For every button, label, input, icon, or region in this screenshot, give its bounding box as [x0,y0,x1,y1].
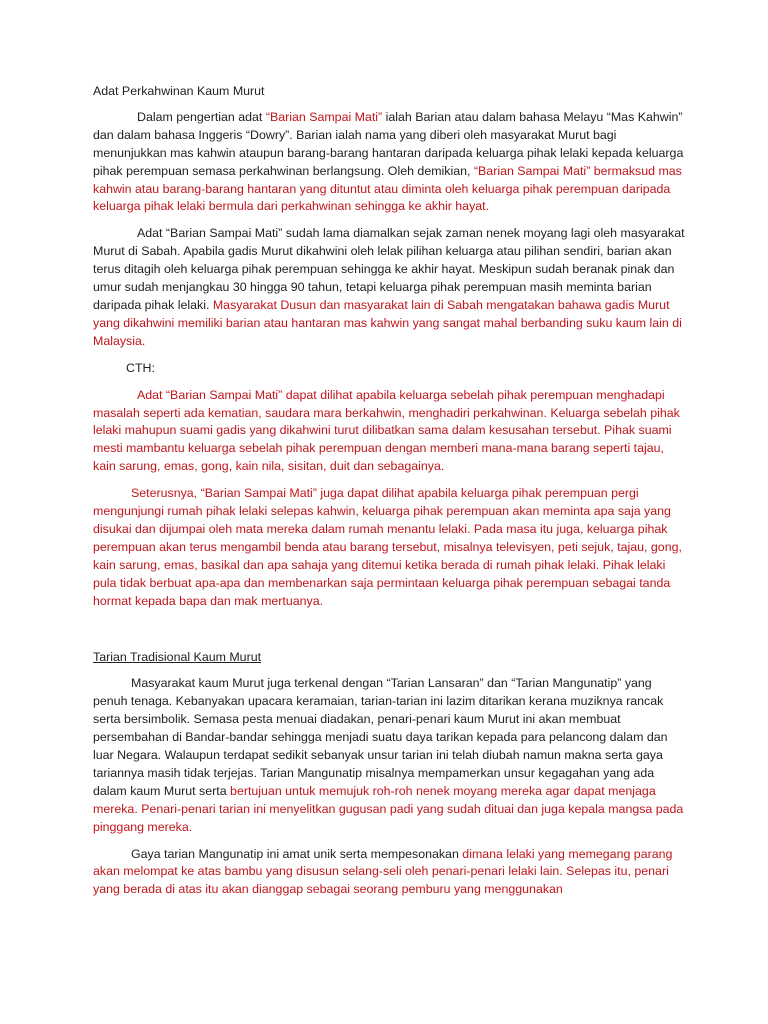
paragraph-4 [93,485,688,610]
paragraph-6 [93,846,688,900]
paragraph-5 [93,675,688,836]
text-run: Masyarakat kaum Murut juga terkenal dengan “Tarian Lansaran” dan “Tarian Mangunatip” yang penuh tenaga. Kebanyakan upacara keramaian, tarian-tarian ini lazim ditarikan kerana muziknya rancak serta bersimbolik. Semasa pesta menuai diadakan, penari-penari kaum Murut ini akan membuat persembahan di Bandar-bandar sehingga menjadi suatu daya tarikan kepada para pelancong dalam dan luar Negara. Walaupun terdapat sedikit sebanyak unsur tarian ini telah diubah namun makna serta gaya tariannya masih tidak terjejas. Tarian Mangunatip misalnya mempamerkan unsur kegagahan yang ada dalam kaum Murut serta [93,676,668,798]
document-title: Adat Perkahwinan Kaum Murut [93,84,265,98]
paragraph-2 [93,225,688,350]
text-run: Gaya tarian Mangunatip ini amat unik serta mempesonakan [131,846,463,861]
text-run: Adat “Barian Sampai Mati” sudah lama diamalkan sejak zaman nenek moyang lagi oleh masyarakat Murut di Sabah. Apabila gadis Murut dikahwini oleh lelak pilihan keluarga atau pilihan sendiri, barian akan terus ditagih oleh keluarga pihak perempuan sehingga ke akhir hayat. Meskipun sudah beranak pinak dan umur sudah menjangkau 30 hingga 90 tahun, tetapi keluarga pihak perempuan masih meminta barian daripada pihak lelaki. [93,226,685,312]
highlighted-text-run: Seterusnya, “Barian Sampai Mati” juga dapat dilihat apabila keluarga pihak perempuan pergi mengunjungi rumah pihak lelaki selepas kahwin, keluarga pihak perempuan akan meminta apa saja yang disukai dan dijumpai oleh mata mereka dalam rumah menantu lelaki. Pada masa itu juga, keluarga pihak perempuan akan terus mengambil benda atau barang tersebut, misalnya televisyen, peti sejuk, tajau, gong, kain sarung, emas, basikal dan apa sahaja yang ditemui ketika berada di rumah pihak lelaki. Pihak lelaki pula tidak berbuat apa-apa dan membenarkan saja permintaan keluarga pihak perempuan sebagai tanda hormat kepada bapa dan mak mertuanya. [93,486,682,608]
text-run: ialah Barian atau dalam bahasa Melayu “Mas Kahwin” dan dalam bahasa Inggeris “Dowry”. Barian ialah nama yang diberi oleh masyarakat Murut bagi menunjukkan mas kahwin ataupun barang-barang hantaran daripada keluarga pihak lelaki kepada keluarga pihak perempuan semasa perkahwinan berlangsung. Oleh demikian, [93,109,684,178]
highlighted-text-run: Adat “Barian Sampai Mati” dapat dilihat apabila keluarga sebelah pihak perempuan menghadapi masalah seperti ada kematian, saudara mara berkahwin, menghadiri perkahwinan. Keluarga sebelah pihak lelaki mahupun suami gadis yang dikahwini turut dilibatkan sama dalam kesusahan tersebut. Pihak suami mesti mambantu keluarga sebelah pihak perempuan dengan memberi mana-mana barang seperti tajau, kain sarung, emas, gong, kain nila, sisitan, duit dan sebagainya. [93,387,680,474]
paragraph-3 [93,387,688,477]
highlighted-text-run: “Barian Sampai Mati” [265,109,383,124]
cth-label: CTH: [126,360,155,375]
section-gap [93,619,688,649]
highlighted-text-run: bertujuan untuk memujuk roh-roh nenek moyang mereka agar dapat menjaga mereka. Penari-penari tarian ini menyelitkan gugusan padi yang sudah dituai dan juga kepala mangsa pada pinggang mereka. [93,783,684,834]
highlighted-text-run: “Barian Sampai Mati” bermaksud mas kahwin atau barang-barang hantaran yang dituntut atau diminta oleh keluarga pihak perempuan daripada keluarga pihak lelaki bermula dari perkahwinan sehingga ke akhir hayat. [93,163,682,214]
text-run: Dalam pengertian adat [137,109,266,124]
highlighted-text-run: Masyarakat Dusun dan masyarakat lain di Sabah mengatakan bahawa gadis Murut yang dikahwini memiliki barian atau hantaran mas kahwin yang sangat mahal berbanding suku kaum lain di Malaysia. [93,297,682,348]
highlighted-text-run: dimana lelaki yang memegang parang akan melompat ke atas bambu yang disusun selang-seli oleh penari-penari lelaki lain. Selepas itu, penari yang berada di atas itu akan dianggap sebagai seorang pemburu yang menggunakan [93,846,673,897]
paragraph-1 [93,109,688,216]
section-title-tarian: Tarian Tradisional Kaum Murut [93,650,262,665]
